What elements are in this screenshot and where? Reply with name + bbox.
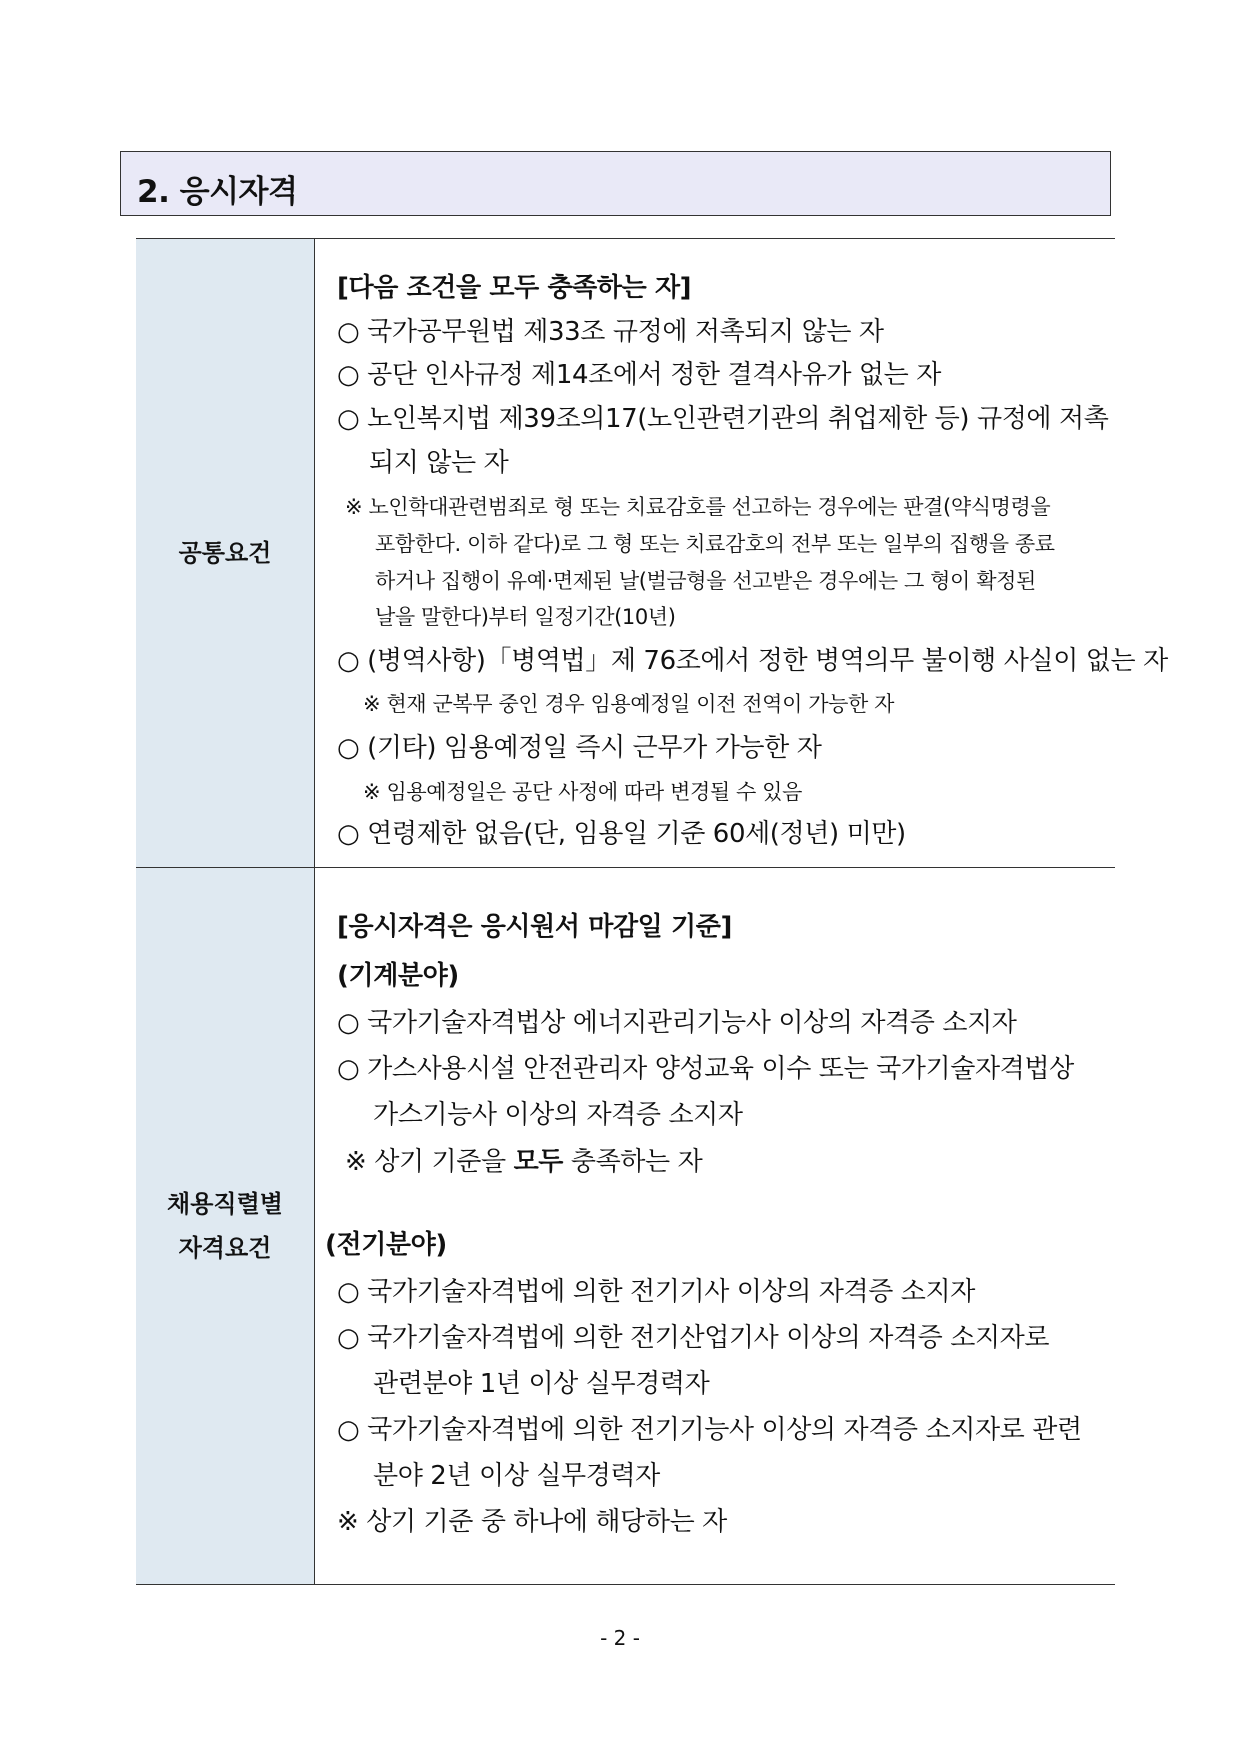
- mechanical-note-prefix: ※ 상기 기준을: [345, 1147, 514, 1177]
- common-item: ○ (기타) 임용예정일 즉시 근무가 가능한 자: [337, 733, 822, 763]
- electrical-item: ○ 국가기술자격법에 의한 전기산업기사 이상의 자격증 소지자로: [337, 1323, 1050, 1353]
- electrical-note: ※ 상기 기준 중 하나에 해당하는 자: [337, 1507, 727, 1537]
- electrical-item-continued: 분야 2년 이상 실무경력자: [373, 1461, 660, 1491]
- electrical-item-continued: 관련분야 1년 이상 실무경력자: [373, 1369, 710, 1399]
- page-number: - 2 -: [600, 1626, 640, 1650]
- common-item: ○ 연령제한 없음(단, 임용일 기준 60세(정년) 미만): [337, 819, 906, 849]
- mechanical-item-continued: 가스기능사 이상의 자격증 소지자: [373, 1100, 743, 1130]
- common-note: ※ 현재 군복무 중인 경우 임용예정일 이전 전역이 가능한 자: [363, 692, 895, 716]
- common-note-continued: 날을 말한다)부터 일정기간(10년): [375, 605, 676, 629]
- mechanical-item: ○ 가스사용시설 안전관리자 양성교육 이수 또는 국가기술자격법상: [337, 1054, 1074, 1084]
- electrical-title: (전기분야): [325, 1230, 447, 1260]
- position-requirements-row: [136, 868, 1115, 1585]
- electrical-item: ○ 국가기술자격법에 의한 전기기사 이상의 자격증 소지자: [337, 1277, 975, 1307]
- mechanical-item: ○ 국가기술자격법상 에너지관리기능사 이상의 자격증 소지자: [337, 1008, 1017, 1038]
- common-requirements-content: [315, 239, 1168, 868]
- section-title: 2. 응시자격: [137, 174, 298, 210]
- mechanical-note-suffix: 충족하는 자: [563, 1147, 703, 1177]
- common-requirements-label: [136, 239, 315, 868]
- common-item: ○ 공단 인사규정 제14조에서 정한 결격사유가 없는 자: [337, 360, 941, 390]
- common-item-continued: 되지 않는 자: [369, 448, 509, 478]
- mechanical-note-emphasis: 모두: [513, 1147, 563, 1177]
- common-item: ○ 노인복지법 제39조의17(노인관련기관의 취업제한 등) 규정에 저촉: [337, 404, 1109, 434]
- common-label-text: 공통요건: [178, 539, 272, 567]
- position-requirements-label: [136, 868, 315, 1585]
- common-header: [다음 조건을 모두 충족하는 자]: [337, 273, 692, 303]
- section-title-box: [120, 151, 1111, 216]
- common-item: ○ 국가공무원법 제33조 규정에 저촉되지 않는 자: [337, 317, 884, 347]
- common-requirements-row: [136, 239, 1115, 868]
- mechanical-title: (기계분야): [337, 961, 459, 991]
- mechanical-note: [345, 1141, 702, 1178]
- common-note: ※ 임용예정일은 공단 사정에 따라 변경될 수 있음: [363, 780, 802, 804]
- common-note: ※ 노인학대관련범죄로 형 또는 치료감호를 선고하는 경우에는 판결(약식명령을: [345, 495, 1051, 519]
- common-item: ○ (병역사항)「병역법」제 76조에서 정한 병역의무 불이행 사실이 없는 자: [337, 646, 1168, 676]
- position-header: [응시자격은 응시원서 마감일 기준]: [337, 912, 732, 942]
- common-note-continued: 하거나 집행이 유예·면제된 날(벌금형을 선고받은 경우에는 그 형이 확정된: [375, 569, 1036, 593]
- requirements-table: [136, 238, 1168, 1585]
- position-requirements-content: [315, 868, 1116, 1585]
- electrical-item: ○ 국가기술자격법에 의한 전기기능사 이상의 자격증 소지자로 관련: [337, 1415, 1082, 1445]
- common-note-continued: 포함한다. 이하 같다)로 그 형 또는 치료감호의 전부 또는 일부의 집행을 종료: [375, 532, 1055, 556]
- position-label-line2: 자격요건: [178, 1234, 272, 1262]
- position-label-line1: 채용직렬별: [167, 1190, 283, 1218]
